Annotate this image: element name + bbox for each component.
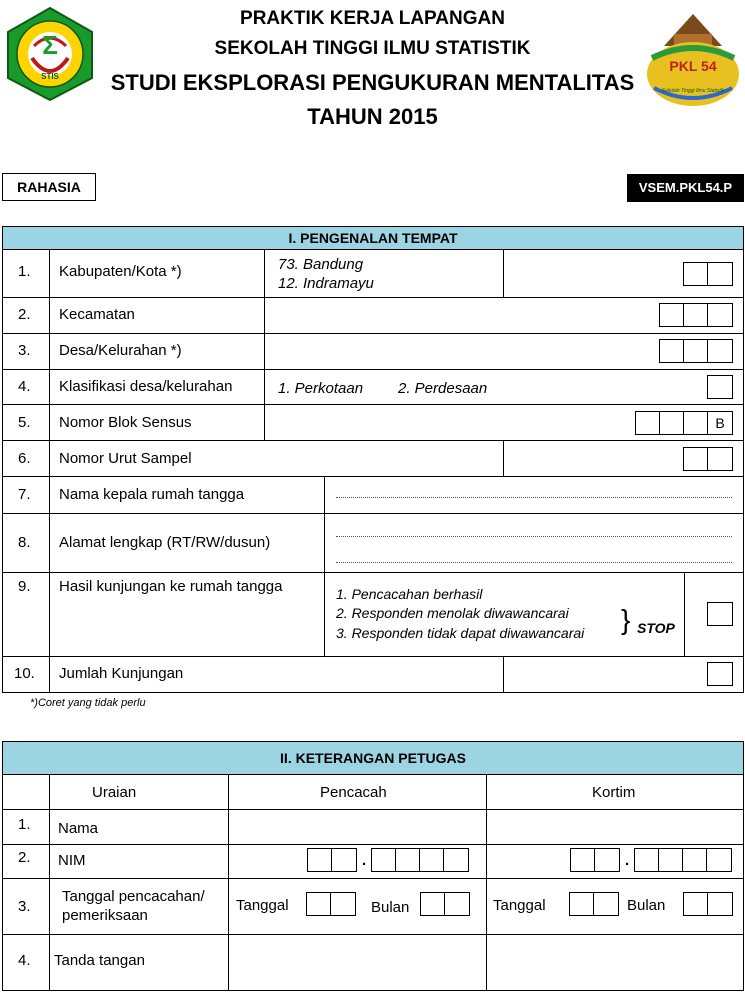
hasil-option-3: 3. Responden tidak dapat diwawancarai xyxy=(336,625,585,641)
logo-pkl54-text: PKL 54 xyxy=(669,58,717,74)
title-line-3: STUDI EKSPLORASI PENGUKURAN MENTALITAS xyxy=(110,70,635,95)
kab-option-indramayu: 12. Indramayu xyxy=(278,275,374,292)
hasil-option-2: 2. Responden menolak diwawancarai xyxy=(336,605,569,621)
s1-left-border xyxy=(2,250,3,693)
s2-right-border xyxy=(743,775,744,991)
tanggal-pencacah-label: Tanggal xyxy=(236,897,289,914)
logo-pkl54-sub: Sekolah Tinggi Ilmu Statistik xyxy=(661,88,725,94)
s2-vline xyxy=(49,775,50,991)
s1-hline xyxy=(2,572,744,573)
logo-stis-sigma: Σ xyxy=(42,30,58,60)
form-code: VSEM.PKL54.P xyxy=(627,174,744,202)
row-3-label: Desa/Kelurahan *) xyxy=(59,342,182,359)
nim-kortim-prefix[interactable] xyxy=(570,848,620,872)
ttd-kortim-field[interactable] xyxy=(488,936,742,989)
hasil-kunjungan-input[interactable] xyxy=(707,602,733,626)
s1-hline xyxy=(2,333,744,334)
row-2-label: Kecamatan xyxy=(59,306,135,323)
s1-hline xyxy=(2,513,744,514)
ttd-pencacah-field[interactable] xyxy=(230,936,485,989)
bulan-pencacah-input[interactable] xyxy=(420,892,470,916)
hasil-option-1: 1. Pencacahan berhasil xyxy=(336,586,483,602)
row-8-number: 8. xyxy=(18,534,31,551)
row-3-number: 3. xyxy=(18,342,31,359)
nomor-urut-input[interactable] xyxy=(683,447,733,471)
s2-row-3-label: Tanggal pencacahan/ pemeriksaan xyxy=(62,888,205,924)
title-line-4: TAHUN 2015 xyxy=(307,104,438,129)
row-1-label: Kabupaten/Kota *) xyxy=(59,263,182,280)
logo-pkl54 xyxy=(644,8,742,108)
nama-krt-field[interactable] xyxy=(336,497,732,498)
s2-vline xyxy=(228,775,229,991)
s1-hline xyxy=(2,476,744,477)
col-uraian: Uraian xyxy=(92,784,137,801)
s1-hline xyxy=(2,404,744,405)
row-10-label: Jumlah Kunjungan xyxy=(59,665,184,682)
s2-hline xyxy=(2,878,744,879)
s2-row-3-number: 3. xyxy=(18,898,31,915)
row-7-label: Nama kepala rumah tangga xyxy=(59,486,245,503)
title-line-2: SEKOLAH TINGGI ILMU STATISTIK xyxy=(214,38,531,59)
row-1-number: 1. xyxy=(18,263,31,280)
s1-vline xyxy=(503,656,504,693)
col-kortim: Kortim xyxy=(592,784,636,801)
klas-option-perkotaan: 1. Perkotaan xyxy=(278,380,364,397)
stop-brace: } xyxy=(621,604,631,635)
s2-hline xyxy=(2,934,744,935)
jumlah-kunjungan-input[interactable] xyxy=(707,662,733,686)
row-4-number: 4. xyxy=(18,378,31,395)
tanggal-pencacah-input[interactable] xyxy=(306,892,356,916)
row-4-label: Klasifikasi desa/kelurahan xyxy=(59,378,233,395)
bulan-pencacah-label: Bulan xyxy=(371,899,410,916)
s1-vline xyxy=(49,250,50,693)
nim-pencacah-dot: . xyxy=(362,852,367,869)
s1-hline xyxy=(2,440,744,441)
blok-sensus-suffix: B xyxy=(715,415,725,431)
klas-option-perdesaan: 2. Perdesaan xyxy=(398,380,488,397)
s2-left-border xyxy=(2,775,3,991)
s1-vline xyxy=(324,476,325,657)
s1-hline xyxy=(2,656,744,657)
alamat-field-line-2[interactable] xyxy=(336,562,732,563)
s2-hline xyxy=(2,844,744,845)
s2-vline xyxy=(486,775,487,991)
s1-hline xyxy=(2,369,744,370)
logo-stis xyxy=(2,6,98,102)
klasifikasi-input[interactable] xyxy=(707,375,733,399)
s2-row-2-label: NIM xyxy=(58,852,86,869)
s2-row-4-number: 4. xyxy=(18,952,31,969)
nama-kortim-field[interactable] xyxy=(488,810,742,843)
tanggal-kortim-input[interactable] xyxy=(569,892,619,916)
row-8-label: Alamat lengkap (RT/RW/dusun) xyxy=(59,534,271,551)
footnote: *)Coret yang tidak perlu xyxy=(30,697,146,709)
row-7-number: 7. xyxy=(18,486,31,503)
row-6-number: 6. xyxy=(18,450,31,467)
s1-hline xyxy=(2,692,744,693)
confidential-label: RAHASIA xyxy=(2,173,96,201)
row-9-number: 9. xyxy=(18,578,31,595)
nim-pencacah-suffix[interactable] xyxy=(371,848,469,872)
alamat-field-line-1[interactable] xyxy=(336,536,732,537)
logo-stis-abbr: STIS xyxy=(41,72,59,81)
bulan-kortim-input[interactable] xyxy=(683,892,733,916)
kecamatan-code-input[interactable] xyxy=(659,303,733,327)
s2-row-4-label: Tanda tangan xyxy=(54,952,145,969)
s1-vline xyxy=(503,440,504,477)
tanggal-kortim-label: Tanggal xyxy=(493,897,546,914)
nim-pencacah-prefix[interactable] xyxy=(307,848,357,872)
s1-hline xyxy=(2,297,744,298)
s2-row-1-label: Nama xyxy=(58,820,99,837)
section2-title: II. KETERANGAN PETUGAS xyxy=(2,741,744,775)
nim-kortim-suffix[interactable] xyxy=(634,848,732,872)
s2-row-1-number: 1. xyxy=(18,816,31,833)
row-10-number: 10. xyxy=(14,665,35,682)
desa-code-input[interactable] xyxy=(659,339,733,363)
bulan-kortim-label: Bulan xyxy=(627,897,666,914)
kab-code-input[interactable] xyxy=(683,262,733,286)
s1-vline xyxy=(264,250,265,441)
s1-vline xyxy=(684,572,685,657)
row-5-label: Nomor Blok Sensus xyxy=(59,414,192,431)
nim-kortim-dot: . xyxy=(625,852,630,869)
s1-vline xyxy=(503,250,504,298)
row-9-label: Hasil kunjungan ke rumah tangga xyxy=(59,578,283,595)
section1-title: I. PENGENALAN TEMPAT xyxy=(2,226,744,250)
s2-hline xyxy=(2,990,744,991)
s1-right-border xyxy=(743,250,744,693)
stop-label: STOP xyxy=(637,620,675,636)
row-6-label: Nomor Urut Sampel xyxy=(59,450,192,467)
row-5-number: 5. xyxy=(18,414,31,431)
row-2-number: 2. xyxy=(18,306,31,323)
title-line-1: PRAKTIK KERJA LAPANGAN xyxy=(240,8,505,29)
nama-pencacah-field[interactable] xyxy=(230,810,485,843)
col-pencacah: Pencacah xyxy=(320,784,387,801)
blok-sensus-input[interactable] xyxy=(635,411,733,435)
kab-option-bandung: 73. Bandung xyxy=(278,256,364,273)
s2-row-2-number: 2. xyxy=(18,849,31,866)
